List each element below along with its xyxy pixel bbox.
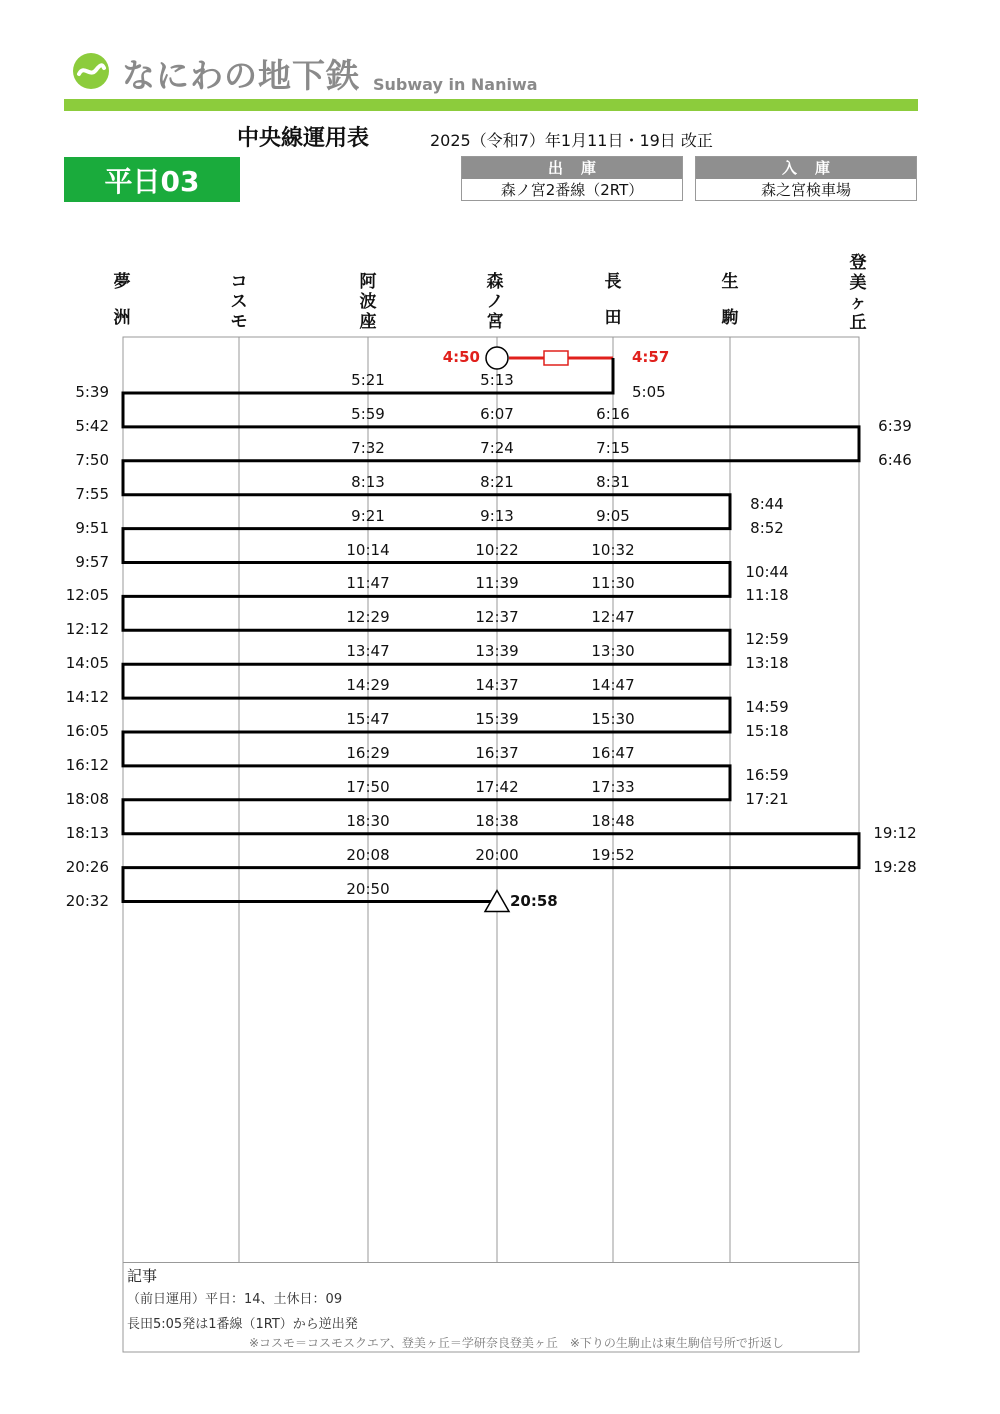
yumeshima-arrival: 12:05 xyxy=(65,586,109,605)
note-reverse-departure: 長田5:05発は1番線（1RT）から逆出発 xyxy=(127,1317,358,1332)
tomigaoka-arrival: 19:12 xyxy=(873,823,917,842)
notes-title: 記事 xyxy=(127,1267,158,1285)
depot-in-value: 森之宮検車場 xyxy=(760,181,851,199)
time-nagata: 14:47 xyxy=(591,676,635,695)
time-nagata: 16:47 xyxy=(591,743,635,762)
ikoma-departure: 11:18 xyxy=(745,586,789,605)
time-awaza: 12:29 xyxy=(346,608,390,627)
time-awaza: 5:59 xyxy=(351,404,385,423)
logo-text: なにわの地下鉄 xyxy=(122,56,360,95)
yumeshima-departure: 16:12 xyxy=(65,755,109,774)
note-previous-day: （前日運用）平日：14、土休日：09 xyxy=(127,1292,343,1307)
time-morinomiya: 8:21 xyxy=(480,472,514,491)
time-nagata: 9:05 xyxy=(596,506,630,525)
final-arrival-time: 20:58 xyxy=(510,891,558,910)
station-char: 生 xyxy=(721,272,739,292)
ikoma-departure: 15:18 xyxy=(745,722,789,740)
operation-badge: 平日03 xyxy=(64,157,240,202)
station-char: 宮 xyxy=(486,312,504,332)
time-awaza: 8:13 xyxy=(351,472,385,491)
time-morinomiya: 7:24 xyxy=(480,438,514,457)
ikoma-departure: 8:52 xyxy=(750,518,784,537)
depot-start-circle-icon xyxy=(486,347,508,369)
station-char: 駒 xyxy=(721,308,739,328)
station-char: 夢 xyxy=(113,272,131,292)
time-nagata: 19:52 xyxy=(591,845,635,864)
time-nagata: 7:15 xyxy=(596,438,630,457)
ikoma-arrival: 12:59 xyxy=(745,630,789,649)
yumeshima-departure: 5:42 xyxy=(75,416,109,435)
time-awaza: 10:14 xyxy=(346,540,390,559)
time-awaza: 5:21 xyxy=(351,371,385,389)
time-nagata: 12:47 xyxy=(591,608,635,627)
station-char: 美 xyxy=(849,273,867,293)
depot-out-label: 出庫 xyxy=(462,157,682,179)
time-nagata: 11:30 xyxy=(591,574,635,593)
time-nagata: 18:48 xyxy=(591,811,635,830)
yumeshima-departure: 20:32 xyxy=(65,891,109,910)
time-morinomiya: 5:13 xyxy=(480,371,514,389)
yumeshima-arrival: 5:39 xyxy=(75,383,109,401)
ikoma-arrival: 8:44 xyxy=(750,494,784,513)
ikoma-arrival: 16:59 xyxy=(745,765,789,784)
ikoma-arrival: 10:44 xyxy=(745,562,789,581)
yumeshima-arrival: 20:26 xyxy=(65,857,109,876)
ikoma-arrival: 14:59 xyxy=(745,698,789,717)
station-char: ノ xyxy=(486,292,504,312)
time-nagata: 8:31 xyxy=(596,472,630,491)
station-char: 森 xyxy=(486,272,504,292)
time-awaza: 9:21 xyxy=(351,506,385,525)
time-nagata: 10:32 xyxy=(591,540,635,559)
time-awaza: 11:47 xyxy=(346,574,390,593)
revision-date: 2025（令和7）年1月11日・19日 改正 xyxy=(430,131,713,150)
station-char: モ xyxy=(230,312,248,332)
time-awaza: 16:29 xyxy=(346,743,390,762)
time-awaza: 20:50 xyxy=(346,879,390,898)
station-char: 洲 xyxy=(113,308,131,328)
yumeshima-arrival: 16:05 xyxy=(65,722,109,740)
train-icon xyxy=(544,351,568,365)
time-morinomiya: 16:37 xyxy=(475,743,519,762)
time-morinomiya: 13:39 xyxy=(475,642,519,661)
station-char: 丘 xyxy=(849,313,867,333)
station-char: コ xyxy=(230,272,248,292)
time-nagata: 13:30 xyxy=(591,642,635,661)
time-nagata: 15:30 xyxy=(591,710,635,728)
time-morinomiya: 11:39 xyxy=(475,574,519,593)
time-morinomiya: 18:38 xyxy=(475,811,519,830)
yumeshima-departure: 14:12 xyxy=(65,688,109,707)
time-awaza: 7:32 xyxy=(351,438,385,457)
station-char: 登 xyxy=(849,253,867,273)
yumeshima-arrival: 7:50 xyxy=(75,450,109,469)
station-char: 阿 xyxy=(359,272,377,292)
yumeshima-departure: 7:55 xyxy=(75,484,109,503)
ikoma-departure: 13:18 xyxy=(745,654,789,673)
time-awaza: 13:47 xyxy=(346,642,390,661)
time-morinomiya: 15:39 xyxy=(475,710,519,728)
time-awaza: 15:47 xyxy=(346,710,390,728)
nagata-first-departure: 5:05 xyxy=(632,383,666,401)
yumeshima-departure: 18:13 xyxy=(65,823,109,842)
time-nagata: 6:16 xyxy=(596,404,630,423)
time-morinomiya: 17:42 xyxy=(475,777,519,796)
depot-end-time: 4:57 xyxy=(632,348,670,366)
time-morinomiya: 14:37 xyxy=(475,676,519,695)
time-morinomiya: 9:13 xyxy=(480,506,514,525)
ikoma-departure: 17:21 xyxy=(745,789,789,808)
time-nagata: 17:33 xyxy=(591,777,635,796)
yumeshima-arrival: 9:51 xyxy=(75,518,109,537)
time-morinomiya: 12:37 xyxy=(475,608,519,627)
tomigaoka-departure: 6:46 xyxy=(878,450,912,469)
station-char: ヶ xyxy=(849,293,867,313)
station-char: 田 xyxy=(604,308,622,328)
note-abbreviations: ※コスモ＝コスモスクエア、登美ヶ丘＝学研奈良登美ヶ丘 ※下りの生駒止は東生駒信号所で折返し xyxy=(249,1336,784,1350)
time-morinomiya: 6:07 xyxy=(480,404,514,423)
depot-start-time: 4:50 xyxy=(442,348,480,366)
station-char: 座 xyxy=(359,312,377,332)
yumeshima-departure: 12:12 xyxy=(65,620,109,639)
depot-out-value: 森ノ宮2番線（2RT） xyxy=(500,181,644,199)
tomigaoka-arrival: 6:39 xyxy=(878,416,912,435)
depot-in-label: 入庫 xyxy=(696,157,916,179)
time-awaza: 20:08 xyxy=(346,845,390,864)
time-morinomiya: 10:22 xyxy=(475,540,519,559)
tomigaoka-departure: 19:28 xyxy=(873,857,917,876)
time-awaza: 18:30 xyxy=(346,811,390,830)
time-awaza: 17:50 xyxy=(346,777,390,796)
yumeshima-arrival: 14:05 xyxy=(65,654,109,673)
time-morinomiya: 20:00 xyxy=(475,845,519,864)
yumeshima-arrival: 18:08 xyxy=(65,789,109,808)
logo-subtitle: Subway in Naniwa xyxy=(373,75,538,94)
station-char: 波 xyxy=(359,292,377,312)
page-title: 中央線運用表 xyxy=(237,126,370,151)
station-char: 長 xyxy=(604,272,622,292)
station-char: ス xyxy=(230,292,248,312)
time-awaza: 14:29 xyxy=(346,676,390,695)
yumeshima-departure: 9:57 xyxy=(75,552,109,571)
